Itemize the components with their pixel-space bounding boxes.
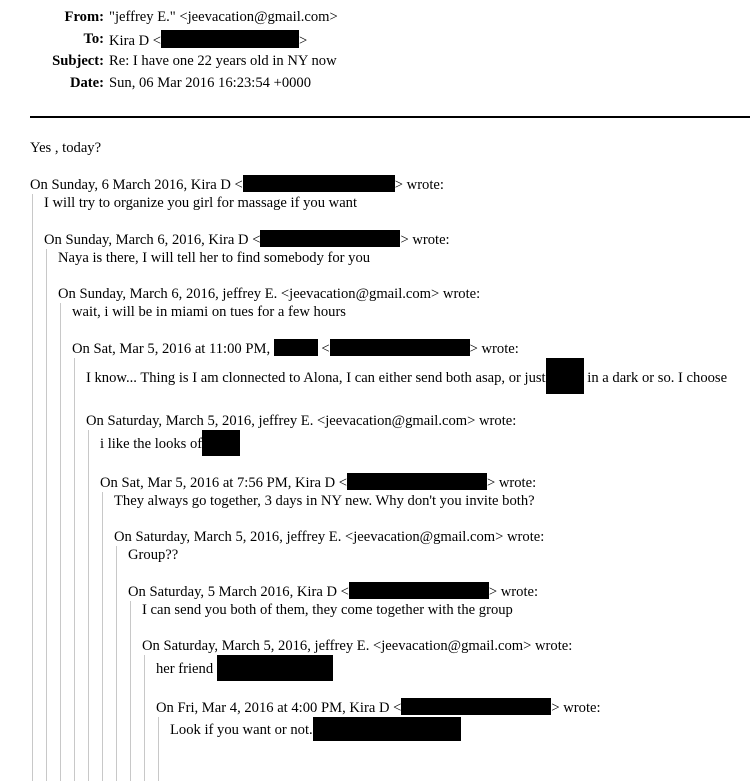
redaction-block	[202, 430, 240, 456]
redaction-block	[330, 339, 470, 356]
from-value: "jeffrey E." <jeevacation@gmail.com>	[109, 9, 338, 25]
quote-text	[86, 358, 750, 394]
attribution-text: > wrote:	[400, 232, 450, 248]
quote-text-part: her friend	[156, 661, 214, 677]
subject-row	[0, 52, 338, 74]
redaction-block	[347, 473, 487, 490]
attribution-text: On Fri, Mar 4, 2016 at 4:00 PM, Kira D <	[156, 700, 402, 716]
quote-attribution: On Saturday, March 5, 2016, jeffrey E. <jeevacation@gmail.com> wrote:	[86, 413, 517, 429]
date-row	[0, 74, 338, 96]
attribution-text: On Sat, Mar 5, 2016 at 11:00 PM,	[72, 341, 274, 357]
quote-text	[100, 430, 750, 456]
redaction-block	[274, 339, 318, 356]
redaction-block	[217, 655, 333, 681]
quote-text: Group??	[128, 547, 179, 563]
quote-level-5	[88, 430, 750, 781]
attribution-text: > wrote:	[488, 584, 539, 600]
subject-label: Subject:	[52, 53, 104, 69]
quote-text: I can send you both of them, they come together with the group	[142, 602, 513, 618]
quote-level-2	[46, 249, 750, 781]
reply-text: Yes , today?	[30, 140, 102, 156]
quote-attribution	[30, 175, 750, 194]
redaction-block	[546, 358, 584, 394]
quote-level-10	[158, 717, 750, 781]
to-value	[109, 30, 338, 52]
quote-level-3	[60, 303, 750, 781]
quote-text-part: in a dark or so. I choose	[587, 370, 728, 386]
quote-text: I will try to organize you girl for massage if you want	[44, 195, 358, 211]
quote-level-1	[32, 194, 750, 781]
date-label: Date:	[69, 75, 104, 91]
from-row	[0, 8, 338, 30]
quote-level-8	[130, 601, 750, 781]
from-label: From:	[64, 9, 104, 25]
attribution-text: <	[317, 341, 330, 357]
attribution-text: > wrote:	[394, 177, 444, 193]
attribution-text: > wrote:	[469, 341, 519, 357]
quote-level-4	[74, 358, 750, 781]
quote-text	[156, 655, 750, 681]
to-close: >	[299, 33, 308, 49]
redaction-block	[161, 30, 299, 48]
quote-level-9	[144, 655, 750, 781]
attribution-text: > wrote:	[486, 475, 537, 491]
email-body	[30, 139, 750, 781]
attribution-text: On Sat, Mar 5, 2016 at 7:56 PM, Kira D <	[100, 475, 347, 491]
redaction-block	[243, 175, 395, 192]
quote-attribution	[128, 582, 750, 601]
email-header	[0, 8, 338, 96]
redaction-block	[260, 230, 400, 247]
header-divider	[30, 116, 750, 118]
quote-attribution: On Saturday, March 5, 2016, jeffrey E. <jeevacation@gmail.com> wrote:	[142, 638, 573, 654]
to-name: Kira D <	[109, 33, 161, 49]
quote-attribution: On Saturday, March 5, 2016, jeffrey E. <jeevacation@gmail.com> wrote:	[114, 529, 545, 545]
to-row	[0, 30, 338, 52]
quote-text-part: Look if you want or not.	[170, 722, 313, 738]
subject-value: Re: I have one 22 years old in NY now	[109, 53, 337, 69]
to-label: To:	[83, 31, 104, 47]
quote-level-6	[102, 492, 750, 781]
quote-text: They always go together, 3 days in NY new. Why don't you invite both?	[114, 493, 535, 509]
attribution-text: On Sunday, March 6, 2016, Kira D <	[44, 232, 261, 248]
quote-text	[170, 717, 750, 741]
quote-attribution	[100, 473, 750, 492]
quote-attribution	[44, 230, 750, 249]
attribution-text: On Sunday, 6 March 2016, Kira D <	[30, 177, 243, 193]
quote-level-7	[116, 546, 750, 781]
redaction-block	[313, 717, 461, 741]
quote-text: Naya is there, I will tell her to find somebody for you	[58, 250, 371, 266]
quote-text: wait, i will be in miami on tues for a few hours	[72, 304, 346, 320]
quote-text-part: i like the looks of	[100, 436, 203, 452]
date-value: Sun, 06 Mar 2016 16:23:54 +0000	[109, 75, 312, 91]
redaction-block	[349, 582, 489, 599]
quote-attribution	[72, 339, 750, 358]
attribution-text: > wrote:	[551, 700, 601, 716]
quote-attribution: On Sunday, March 6, 2016, jeffrey E. <jeevacation@gmail.com> wrote:	[58, 286, 481, 302]
redaction-block	[401, 698, 551, 715]
quote-text-part: I know... Thing is I am clonnected to Alona, I can either send both asap, or just	[86, 370, 546, 386]
attribution-text: On Saturday, 5 March 2016, Kira D <	[128, 584, 349, 600]
quote-attribution	[156, 698, 750, 717]
